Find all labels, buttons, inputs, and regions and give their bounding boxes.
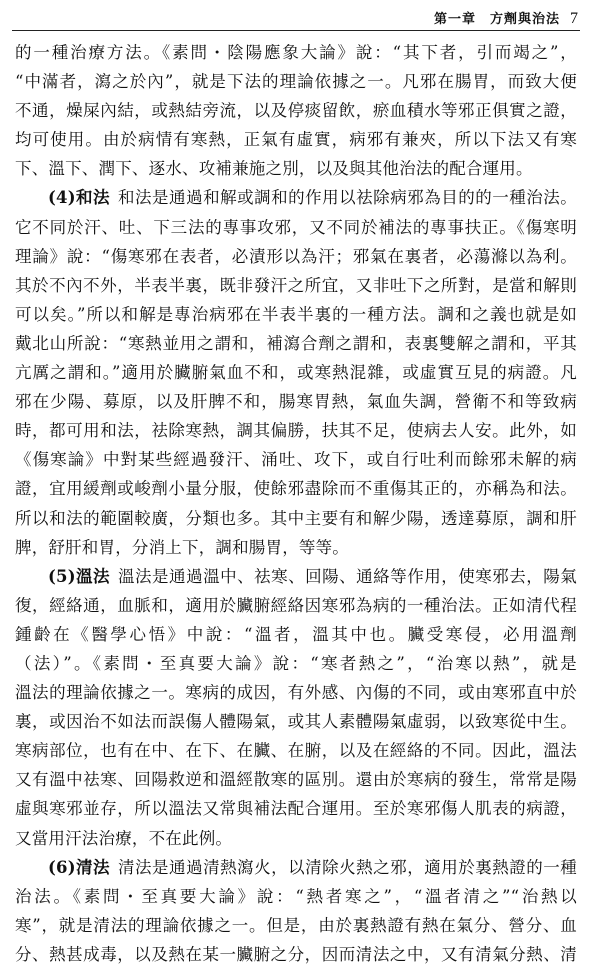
line-text: 又有溫中祛寒、回陽救逆和溫經散寒的區別。還由於寒病的發生，常常是陽 [15,770,577,790]
text-line [15,940,577,969]
text-line [15,329,577,358]
text-line [15,125,577,154]
text-line [15,213,577,242]
line-text: 戴北山所說：“寒熱並用之謂和，補瀉合劑之謂和，表裏雙解之謂和，平其 [15,333,577,353]
header-rule [12,30,580,31]
text-line [15,271,577,300]
text-line [15,445,577,474]
text-line [15,649,577,678]
running-header [434,8,578,28]
text-line [15,96,577,125]
line-text: 治法。《素問・至真要大論》說：“熱者寒之”，“溫者清之”“治熱以 [15,886,577,906]
line-text: 理論》說：“傷寒邪在表者，必漬形以為汗；邪氣在裏者，必蕩滌以為利。 [15,246,577,266]
line-text: 鍾齡在《醫學心悟》中說：“溫者，溫其中也。臟受寒侵，必用溫劑 [15,624,577,644]
text-line [15,183,577,212]
line-text: 虛與寒邪並存，所以溫法又常與補法配合運用。至於寒邪傷人肌表的病證， [15,799,577,819]
text-line [15,591,577,620]
line-text: 分、熱甚成毒，以及熱在某一臟腑之分，因而清法之中，又有清氣分熱、清 [15,944,577,964]
line-text: 下、溫下、潤下、逐水、攻補兼施之別，以及與其他治法的配合運用。 [15,159,533,179]
text-line [15,504,577,533]
line-text: 所以和法的範圍較廣，分類也多。其中主要有和解少陽，透達募原，調和肝 [15,508,577,528]
text-line [15,824,577,853]
text-line [15,765,577,794]
line-text: 寒病部位，也有在中、在下、在臟、在腑，以及在經絡的不同。因此，溫法 [15,741,577,761]
text-line [15,911,577,940]
line-text: 均可使用。由於病情有寒熱，正氣有虛實，病邪有兼夾，所以下法又有寒 [15,130,577,150]
section-heading: (4)和法 [48,188,111,208]
line-text: 脾，舒肝和胃，分消上下，調和腸胃，等等。 [15,537,349,557]
line-text: 其於不內不外，半表半裏，既非發汗之所宜，又非吐下之所對，是當和解則 [15,275,577,295]
text-line [15,38,577,67]
body-text [15,38,577,969]
line-text: 清法是通過清熱瀉火，以清除火熱之邪，適用於裏熱證的一種 [118,857,577,877]
line-text: 溫法是通過溫中、祛寒、回陽、通絡等作用，使寒邪去，陽氣 [118,566,577,586]
text-line [15,300,577,329]
text-line [15,736,577,765]
text-line [15,387,577,416]
text-line [15,474,577,503]
section-heading: (6)清法 [48,857,111,877]
chapter-title: 第一章 方劑與治法 [433,12,560,27]
line-text: 寒”，就是清法的理論依據之一。但是，由於裏熱證有熱在氣分、營分、血 [15,915,577,935]
line-text: 亢厲之謂和。”適用於臟腑氣血不和，或寒熱混雜，或虛實互見的病證。凡 [15,363,577,383]
line-text: 的一種治療方法。《素問・陰陽應象大論》說：“其下者，引而竭之”， [15,43,577,62]
text-line [15,416,577,445]
line-text: 可以矣。”所以和解是專治病邪在半表半裏的一種方法。調和之義也就是如 [15,304,577,324]
text-line [15,562,577,591]
line-text: 溫法的理論依據之一。寒病的成因，有外感、內傷的不同，或由寒邪直中於 [15,683,577,703]
section-heading: (5)溫法 [48,566,111,586]
text-line [15,242,577,271]
text-line [15,154,577,183]
text-line [15,620,577,649]
line-text: 《傷寒論》中對某些經過發汗、涌吐、攻下，或自行吐利而餘邪未解的病 [15,450,577,470]
text-line [15,794,577,823]
line-text: 復，經絡通，血脈和，適用於臟腑經絡因寒邪為病的一種治法。正如清代程 [15,595,577,615]
line-text: 邪在少陽、募原，以及肝脾不和，腸寒胃熱，氣血失調，營衛不和等致病 [15,392,577,412]
line-text: （法）”。《素問・至真要大論》說：“寒者熱之”，“治寒以熱”，就是 [15,653,577,673]
line-text: 它不同於汗、吐、下三法的專事攻邪，又不同於補法的專事扶正。《傷寒明 [15,217,577,237]
page-number: 7 [570,10,578,27]
text-line [15,67,577,96]
text-line [15,358,577,387]
line-text: 證，宜用緩劑或峻劑小量分服，使餘邪盡除而不重傷其正的，亦稱為和法。 [15,479,577,499]
line-text: 裏，或因治不如法而誤傷人體陽氣，或其人素體陽氣虛弱，以致寒從中生。 [15,712,577,732]
line-text: 又當用汗法治療，不在此例。 [15,828,233,848]
text-line [15,707,577,736]
line-text: 不通，燥屎內結，或熱結旁流，以及停痰留飲，瘀血積水等邪正俱實之證， [15,101,577,121]
text-line [15,533,577,562]
line-text: 和法是通過和解或調和的作用以祛除病邪為目的的一種治法。 [118,188,577,208]
line-text: 時，都可用和法，祛除寒熱，調其偏勝，扶其不足，使病去人安。此外，如 [15,421,577,441]
text-line [15,853,577,882]
line-text: “中滿者，瀉之於內”，就是下法的理論依據之一。凡邪在腸胃，而致大便 [15,72,577,92]
text-line [15,678,577,707]
text-line [15,882,577,911]
